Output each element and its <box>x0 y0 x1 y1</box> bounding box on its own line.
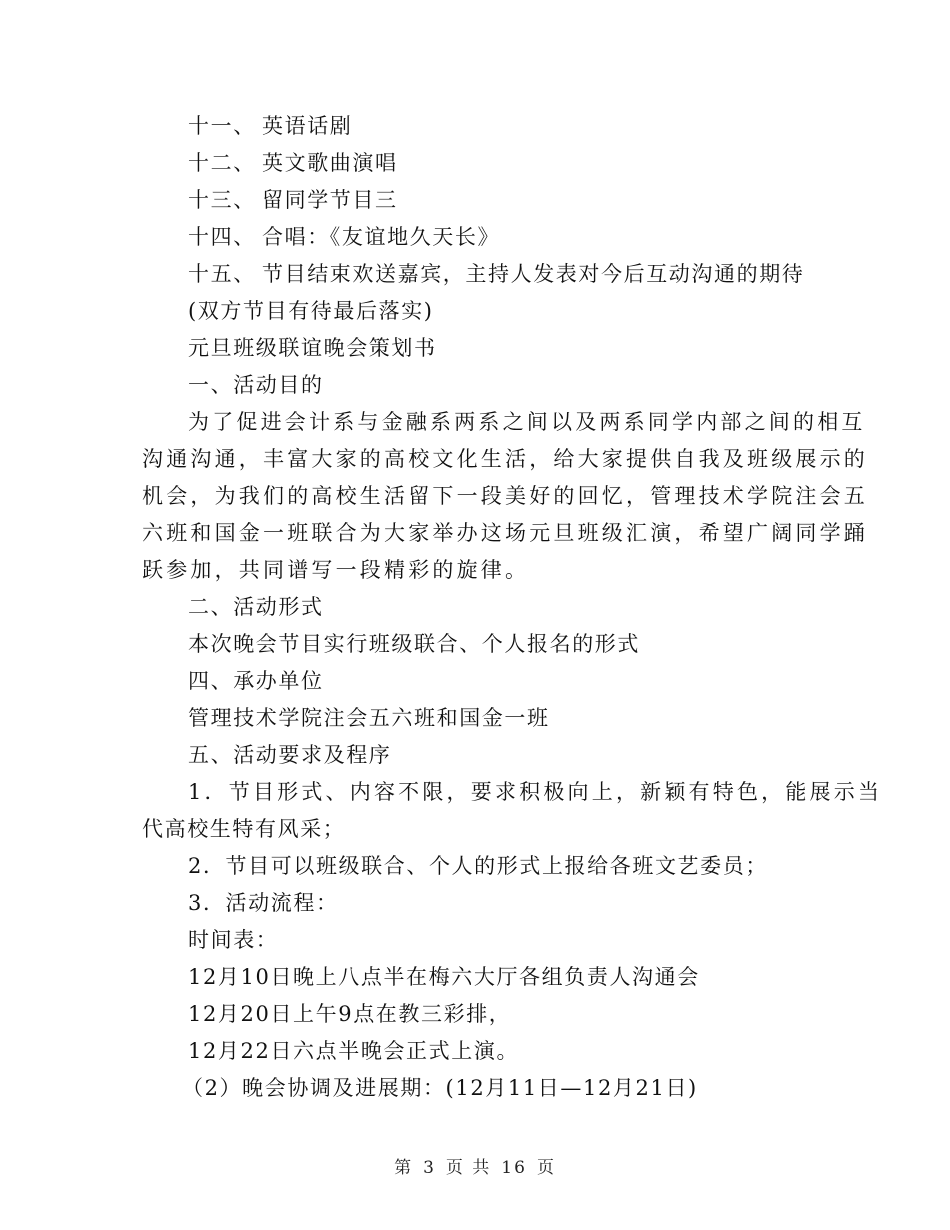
program-item <box>142 108 812 145</box>
program-item <box>142 145 812 182</box>
paragraph-line: 跃参加，共同谱写一段精彩的旋律。 <box>142 558 530 582</box>
program-item-text: 英语话剧 <box>262 114 353 138</box>
program-item-text: 英文歌曲演唱 <box>262 151 398 175</box>
paragraph-line: 为了促进会计系与金融系两系之间以及两系同学内部之间的相互 <box>188 410 866 434</box>
total-page-count: 16 <box>501 1158 527 1178</box>
program-item-number: 十五、 <box>188 262 256 286</box>
schedule-label: 时间表： <box>188 928 279 952</box>
footer-suffix: 页 <box>536 1158 556 1178</box>
requirement-item: 2．节目可以班级联合、个人的形式上报给各班文艺委员； <box>188 854 768 878</box>
section-text-format: 本次晚会节目实行班级联合、个人报名的形式 <box>188 632 640 656</box>
requirement-item: 1．节目形式、内容不限，要求积极向上，新颖有特色，能展示当 <box>188 780 883 804</box>
program-item-number: 十一、 <box>188 114 256 138</box>
program-item <box>142 219 812 256</box>
footer-prefix: 第 <box>394 1158 414 1178</box>
section-heading-organizer: 四、承办单位 <box>188 669 324 693</box>
footer-middle: 页 共 <box>445 1158 492 1178</box>
section-text-organizer: 管理技术学院注会五六班和国金一班 <box>188 706 550 730</box>
program-item <box>142 182 812 219</box>
document-body <box>142 108 883 1107</box>
program-item-text: 留同学节目三 <box>262 188 398 212</box>
document-title: 元旦班级联谊晚会策划书 <box>188 336 437 360</box>
requirement-item: 3．活动流程： <box>188 891 339 915</box>
paragraph-line: 六班和国金一班联合为大家举办这场元旦班级汇演，希望广阔同学踊 <box>142 521 868 545</box>
schedule-item: 12月20日上午9点在教三彩排， <box>188 1002 512 1026</box>
program-item-text: 节目结束欢送嘉宾，主持人发表对今后互动沟通的期待 <box>262 262 805 286</box>
program-item-number: 十二、 <box>188 151 256 175</box>
program-item-number: 十四、 <box>188 225 256 249</box>
program-item <box>142 256 812 293</box>
section-heading-requirements: 五、活动要求及程序 <box>188 743 392 767</box>
section-heading-format: 二、活动形式 <box>188 595 324 619</box>
paragraph-line: 沟通沟通，丰富大家的高校文化生活，给大家提供自我及班级展示的 <box>142 447 868 471</box>
requirement-item-continued: 代高校生特有风采； <box>142 817 346 841</box>
phase-item: （2）晚会协调及进展期：(12月11日—12月21日) <box>182 1076 698 1100</box>
program-note: (双方节目有待最后落实) <box>188 299 434 323</box>
program-item-text: 合唱：《友谊地久天长》 <box>262 225 501 249</box>
page-footer <box>0 1153 950 1178</box>
current-page-number: 3 <box>423 1158 436 1178</box>
paragraph-line: 机会，为我们的高校生活留下一段美好的回忆，管理技术学院注会五 <box>142 484 868 508</box>
schedule-item: 12月10日晚上八点半在梅六大厅各组负责人沟通会 <box>188 965 700 989</box>
section-heading-purpose: 一、活动目的 <box>188 373 324 397</box>
program-item-number: 十三、 <box>188 188 256 212</box>
schedule-item: 12月22日六点半晚会正式上演。 <box>188 1039 520 1063</box>
